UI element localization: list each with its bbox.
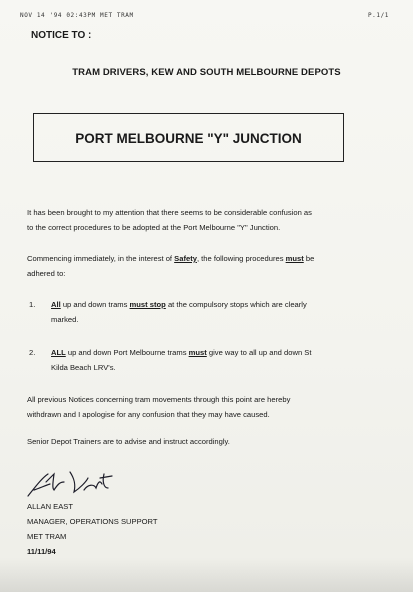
paragraph-commencing-line2: adhered to:	[27, 269, 66, 278]
notice-to-heading: NOTICE TO :	[31, 30, 92, 41]
must-emphasis: must	[285, 254, 304, 263]
signoff-date: 11/11/94	[27, 547, 56, 556]
paragraph-intro-line2: to the correct procedures to be adopted at the Port Melbourne "Y" Junction.	[27, 223, 281, 232]
paragraph-commencing-line1	[27, 251, 357, 266]
procedure-1-all: All	[51, 300, 61, 309]
paragraph-intro	[27, 205, 357, 235]
signoff-name: ALLAN EAST	[27, 502, 74, 511]
procedure-2-must: must	[188, 348, 207, 357]
commencing-text-b: , the following procedures	[196, 254, 286, 263]
paragraph-withdrawn	[27, 392, 357, 422]
procedure-2-line2: Kilda Beach LRV's.	[51, 363, 116, 372]
paragraph-withdrawn-line2: withdrawn and I apologise for any confusion that they may have caused.	[27, 410, 270, 419]
signoff-block	[27, 499, 158, 559]
paragraph-commencing	[27, 251, 357, 281]
procedure-1-text	[51, 297, 351, 327]
commencing-text-a: Commencing immediately, in the interest of	[27, 254, 175, 263]
recipients-line: TRAM DRIVERS, KEW AND SOUTH MELBOURNE DEPOTS	[72, 67, 341, 78]
signoff-position: MANAGER, OPERATIONS SUPPORT	[27, 517, 158, 526]
safety-emphasis: Safety	[174, 254, 197, 263]
commencing-text-c: be	[303, 254, 315, 263]
procedure-1-line2: marked.	[51, 315, 79, 324]
procedure-2-text-b: give way to all up and down St	[206, 348, 312, 357]
procedure-1-text-a: up and down trams	[60, 300, 130, 309]
paragraph-withdrawn-line1: All previous Notices concerning tram movements through this point are hereby	[27, 395, 291, 404]
procedure-2-text-a: up and down Port Melbourne trams	[65, 348, 189, 357]
procedure-1-must-stop: must stop	[129, 300, 166, 309]
paragraph-trainers: Senior Depot Trainers are to advise and instruct accordingly.	[27, 437, 230, 446]
procedure-2-line1	[51, 345, 351, 360]
procedure-2-number: 2.	[29, 348, 36, 357]
procedure-1-text-b: at the compulsory stops which are clearly	[165, 300, 307, 309]
title-box	[33, 113, 344, 162]
paragraph-intro-line1: It has been brought to my attention that there seems to be considerable confusion as	[27, 208, 312, 217]
fax-page-count: P.1/1	[367, 12, 389, 19]
fax-header-datetime: NOV 14 '94 02:43PM MET TRAM	[20, 12, 134, 19]
signoff-org: MET TRAM	[27, 532, 67, 541]
procedure-1-number: 1.	[29, 300, 36, 309]
page-curl-shadow	[0, 558, 413, 592]
procedure-1-line1	[51, 297, 351, 312]
procedure-2-all: ALL	[51, 348, 66, 357]
handwritten-signature	[24, 468, 124, 500]
procedure-2-text	[51, 345, 351, 375]
notice-title: PORT MELBOURNE "Y" JUNCTION	[75, 131, 302, 146]
